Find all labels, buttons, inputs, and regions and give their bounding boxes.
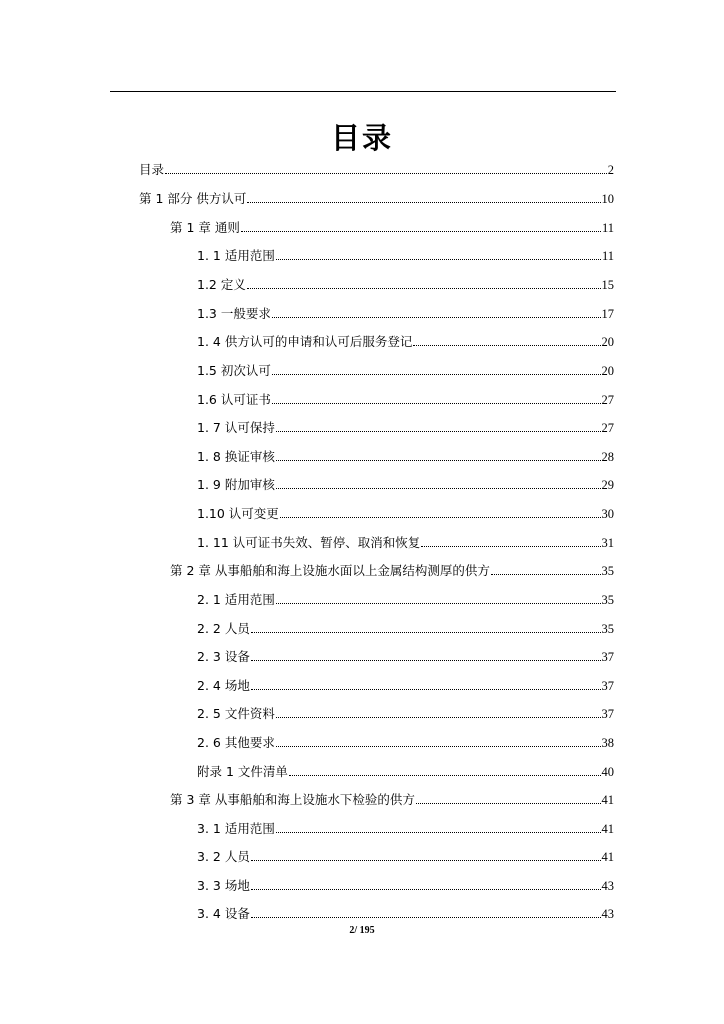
toc-entry-label: 附录 1 文件清单 (197, 764, 288, 779)
toc-entry-label: 第 2 章 从事船舶和海上设施水面以上金属结构测厚的供方 (170, 563, 490, 578)
toc-entry[interactable] (170, 788, 614, 808)
dot-leader (421, 546, 600, 547)
toc-entry[interactable] (197, 760, 614, 780)
dot-leader (272, 317, 601, 318)
toc-entry-label: 1. 1 适用范围 (197, 248, 275, 263)
toc-entry[interactable] (197, 531, 614, 551)
dot-leader (276, 431, 601, 432)
dot-leader (251, 889, 601, 890)
toc-entry[interactable] (197, 473, 614, 493)
header-rule (110, 91, 616, 92)
toc-entry-page: 40 (601, 765, 614, 779)
dot-leader (272, 374, 601, 375)
dot-leader (247, 288, 601, 289)
toc-entry-page: 43 (601, 907, 614, 921)
toc-entry-page: 11 (601, 221, 614, 235)
toc-entry-label: 2. 1 适用范围 (197, 592, 275, 607)
dot-leader (272, 403, 601, 404)
toc-entry-label: 1.2 定义 (197, 277, 246, 292)
toc-entry-label: 3. 3 场地 (197, 878, 250, 893)
toc-entry-page: 41 (601, 793, 614, 807)
toc-entry-page: 20 (601, 335, 614, 349)
toc-entry-label: 3. 2 人员 (197, 849, 250, 864)
toc-entry-page: 43 (601, 879, 614, 893)
dot-leader (165, 173, 607, 174)
toc-entry-page: 28 (601, 450, 614, 464)
toc-entry-page: 2 (607, 163, 614, 177)
toc-entry-label: 2. 2 人员 (197, 621, 250, 636)
dot-leader (251, 632, 601, 633)
toc-entry[interactable] (170, 559, 614, 579)
toc-entry[interactable] (197, 645, 614, 665)
toc-entry-page: 27 (601, 393, 614, 407)
dot-leader (491, 574, 601, 575)
toc-entry[interactable] (197, 874, 614, 894)
toc-entry-page: 37 (601, 707, 614, 721)
toc-entry-page: 35 (601, 622, 614, 636)
toc-entry-label: 1. 9 附加审核 (197, 477, 275, 492)
dot-leader (289, 775, 601, 776)
toc-entry-label: 第 1 部分 供方认可 (139, 191, 247, 206)
toc-entry-label: 1. 8 换证审核 (197, 449, 275, 464)
toc-entry[interactable] (197, 674, 614, 694)
toc-entry-label: 1.5 初次认可 (197, 363, 271, 378)
dot-leader (416, 803, 601, 804)
toc-entry-page: 29 (601, 478, 614, 492)
toc-entry-page: 10 (601, 192, 614, 206)
toc-entry-label: 第 1 章 通则 (170, 220, 240, 235)
toc-entry-page: 35 (601, 564, 614, 578)
toc-entry[interactable] (197, 416, 614, 436)
toc-entry[interactable] (197, 817, 614, 837)
toc-entry-page: 41 (601, 850, 614, 864)
toc-entry-label: 3. 1 适用范围 (197, 821, 275, 836)
dot-leader (280, 517, 601, 518)
toc-entry[interactable] (197, 702, 614, 722)
toc-entry-page: 38 (601, 736, 614, 750)
dot-leader (251, 660, 601, 661)
toc-entry-page: 35 (601, 593, 614, 607)
toc-entry-page: 17 (601, 307, 614, 321)
toc-entry-label: 1. 4 供方认可的申请和认可后服务登记 (197, 334, 413, 349)
toc-entry-page: 41 (601, 822, 614, 836)
toc-entry[interactable] (197, 845, 614, 865)
toc-entry[interactable] (170, 216, 614, 236)
toc-entry-page: 20 (601, 364, 614, 378)
toc-entry-label: 第 3 章 从事船舶和海上设施水下检验的供方 (170, 792, 415, 807)
page-title: 目录 (330, 121, 393, 155)
toc-entry-page: 31 (601, 536, 614, 550)
dot-leader (276, 717, 601, 718)
toc-entry[interactable] (197, 330, 614, 350)
toc-entry-label: 1. 7 认可保持 (197, 420, 275, 435)
toc-entry-page: 37 (601, 650, 614, 664)
dot-leader (251, 917, 601, 918)
toc-entry-label: 1. 11 认可证书失效、暂停、取消和恢复 (197, 535, 421, 550)
dot-leader (251, 860, 601, 861)
dot-leader (241, 231, 601, 232)
dot-leader (276, 488, 601, 489)
toc-entry-label: 2. 5 文件资料 (197, 706, 275, 721)
toc-entry[interactable] (197, 445, 614, 465)
toc-entry-label: 2. 4 场地 (197, 678, 250, 693)
toc-entry[interactable] (197, 617, 614, 637)
toc-entry[interactable] (197, 244, 614, 264)
toc-entry[interactable] (197, 273, 614, 293)
toc-entry-page: 37 (601, 679, 614, 693)
toc-entry-page: 30 (601, 507, 614, 521)
toc-entry[interactable] (139, 158, 614, 178)
toc-entry-page: 11 (601, 249, 614, 263)
toc-entry-label: 2. 3 设备 (197, 649, 250, 664)
toc-entry-label: 1.6 认可证书 (197, 392, 271, 407)
toc-entry[interactable] (197, 359, 614, 379)
toc-entry-label: 2. 6 其他要求 (197, 735, 275, 750)
dot-leader (276, 603, 601, 604)
toc-entry[interactable] (197, 588, 614, 608)
toc-entry-label: 1.10 认可变更 (197, 506, 279, 521)
dot-leader (251, 689, 601, 690)
dot-leader (276, 746, 601, 747)
toc-entry-label: 目录 (139, 162, 165, 177)
toc-entry[interactable] (197, 388, 614, 408)
dot-leader (413, 345, 600, 346)
toc-entry-page: 15 (601, 278, 614, 292)
dot-leader (247, 202, 600, 203)
dot-leader (276, 259, 601, 260)
dot-leader (276, 460, 601, 461)
toc-entry[interactable] (197, 902, 614, 922)
page-indicator: 2/ 195 (349, 925, 375, 936)
dot-leader (276, 832, 601, 833)
toc-entry-label: 3. 4 设备 (197, 906, 250, 921)
toc-entry[interactable] (197, 731, 614, 751)
toc-entry-label: 1.3 一般要求 (197, 306, 271, 321)
toc-entry[interactable] (139, 187, 614, 207)
toc-entry-page: 27 (601, 421, 614, 435)
toc-entry[interactable] (197, 302, 614, 322)
toc-entry[interactable] (197, 502, 614, 522)
